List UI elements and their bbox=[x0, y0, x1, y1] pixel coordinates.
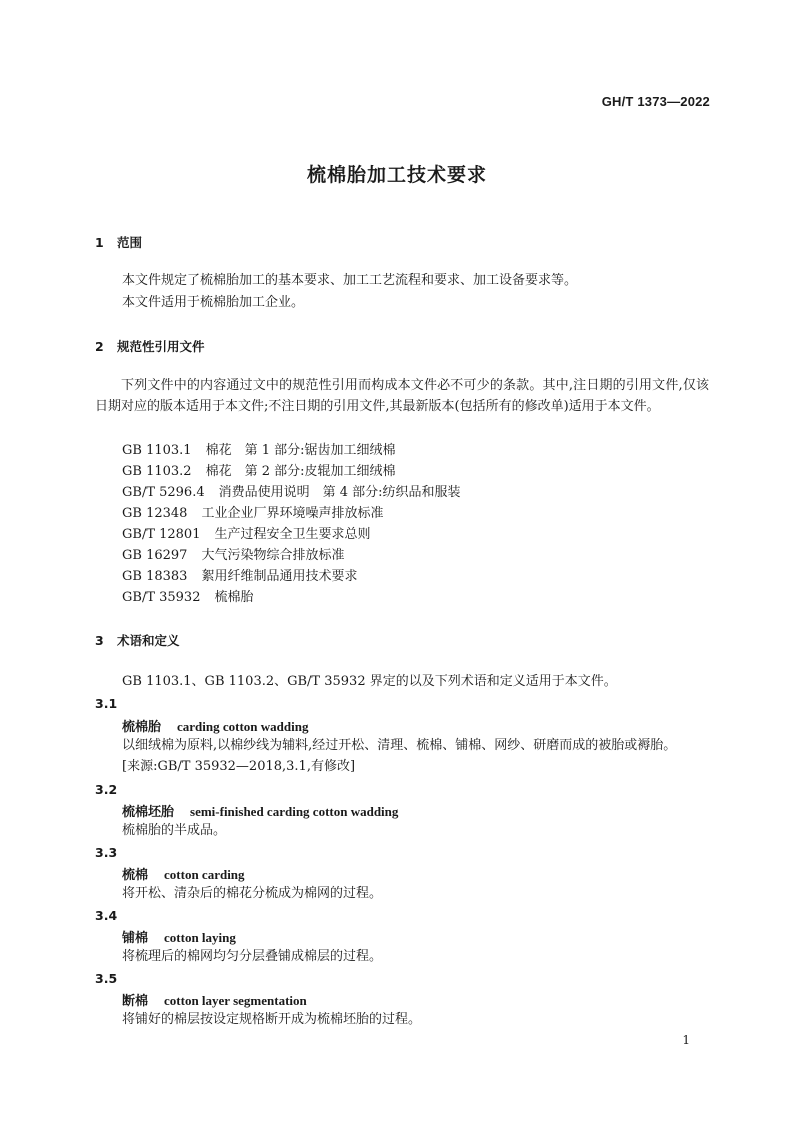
term-chinese: 梳棉 bbox=[122, 868, 149, 883]
section-number: 2 bbox=[95, 339, 104, 354]
reference-code: GB/T 5296.4 bbox=[122, 485, 205, 500]
reference-title: 棉花 第 1 部分:锯齿加工细绒棉 bbox=[205, 443, 396, 458]
term-definition: 以细绒棉为原料,以棉纱线为辅料,经过开松、清理、梳棉、铺棉、网纱、研磨而成的被胎或褥胎。 bbox=[122, 738, 677, 753]
reference-item bbox=[122, 524, 371, 545]
reference-code: GB/T 12801 bbox=[122, 527, 201, 542]
reference-item bbox=[122, 503, 383, 524]
reference-title: 梳棉胎 bbox=[214, 590, 254, 605]
scope-paragraph-1: 本文件规定了梳棉胎加工的基本要求、加工工艺流程和要求、加工设备要求等。 bbox=[122, 273, 578, 288]
term-heading bbox=[122, 927, 236, 946]
reference-title: 大气污染物综合排放标准 bbox=[201, 548, 345, 563]
section-title: 规范性引用文件 bbox=[117, 339, 205, 354]
section-number: 3 bbox=[95, 633, 104, 648]
section-title: 术语和定义 bbox=[117, 633, 180, 648]
term-chinese: 铺棉 bbox=[122, 931, 149, 946]
term-heading bbox=[122, 801, 398, 820]
section-title: 范围 bbox=[117, 235, 143, 250]
reference-item bbox=[122, 566, 357, 587]
term-english: cotton laying bbox=[164, 930, 236, 945]
clause-number: 3.1 bbox=[95, 696, 118, 711]
term-definition: 将铺好的棉层按设定规格断开成为梳棉坯胎的过程。 bbox=[122, 1012, 422, 1027]
normative-references-intro: 下列文件中的内容通过文中的规范性引用而构成本文件必不可少的条款。其中,注日期的引用文件,仅该日期对应的版本适用于本文件;不注日期的引用文件,其最新版本(包括所有的修改单)适用于本文件。 bbox=[95, 378, 709, 414]
reference-title: 絮用纤维制品通用技术要求 bbox=[201, 569, 358, 584]
section-number: 1 bbox=[95, 235, 104, 250]
term-english: cotton carding bbox=[164, 867, 245, 882]
term-definition: 将开松、清杂后的棉花分梳成为棉网的过程。 bbox=[122, 886, 383, 901]
reference-item bbox=[122, 440, 395, 461]
term-chinese: 梳棉胎 bbox=[122, 720, 162, 735]
section-2-heading bbox=[95, 337, 205, 355]
term-heading bbox=[122, 864, 245, 883]
terms-intro: GB 1103.1、GB 1103.2、GB/T 35932 界定的以及下列术语和定义适用于本文件。 bbox=[122, 674, 617, 689]
reference-code: GB 1103.2 bbox=[122, 464, 192, 479]
reference-code: GB 16297 bbox=[122, 548, 188, 563]
term-source: [来源:GB/T 35932—2018,3.1,有修改] bbox=[122, 759, 356, 774]
reference-code: GB 12348 bbox=[122, 506, 188, 521]
reference-item bbox=[122, 587, 254, 608]
term-chinese: 断棉 bbox=[122, 994, 149, 1009]
page-number: 1 bbox=[682, 1033, 690, 1047]
scope-paragraph-2: 本文件适用于梳棉胎加工企业。 bbox=[122, 295, 305, 310]
reference-item bbox=[122, 482, 461, 503]
reference-title: 消费品使用说明 第 4 部分:纺织品和服装 bbox=[218, 485, 461, 500]
reference-code: GB 18383 bbox=[122, 569, 188, 584]
clause-number: 3.5 bbox=[95, 971, 118, 986]
term-heading bbox=[122, 716, 308, 735]
clause-number: 3.2 bbox=[95, 782, 118, 797]
term-definition: 梳棉胎的半成品。 bbox=[122, 823, 227, 838]
section-3-heading bbox=[95, 631, 180, 649]
clause-number: 3.3 bbox=[95, 845, 118, 860]
term-english: cotton layer segmentation bbox=[164, 993, 307, 1008]
term-english: semi-finished carding cotton wadding bbox=[190, 804, 399, 819]
clause-number: 3.4 bbox=[95, 908, 118, 923]
term-chinese: 梳棉坯胎 bbox=[122, 805, 175, 820]
term-english: carding cotton wadding bbox=[177, 719, 309, 734]
section-1-heading bbox=[95, 233, 142, 251]
term-definition: 将梳理后的棉网均匀分层叠铺成棉层的过程。 bbox=[122, 949, 383, 964]
reference-code: GB 1103.1 bbox=[122, 443, 192, 458]
reference-title: 棉花 第 2 部分:皮辊加工细绒棉 bbox=[205, 464, 396, 479]
term-heading bbox=[122, 990, 307, 1009]
reference-title: 工业企业厂界环境噪声排放标准 bbox=[201, 506, 384, 521]
reference-title: 生产过程安全卫生要求总则 bbox=[214, 527, 371, 542]
standard-code: GH/T 1373—2022 bbox=[601, 94, 710, 109]
document-title: 梳棉胎加工技术要求 bbox=[306, 164, 487, 186]
reference-code: GB/T 35932 bbox=[122, 590, 201, 605]
reference-item bbox=[122, 461, 395, 482]
reference-item bbox=[122, 545, 344, 566]
